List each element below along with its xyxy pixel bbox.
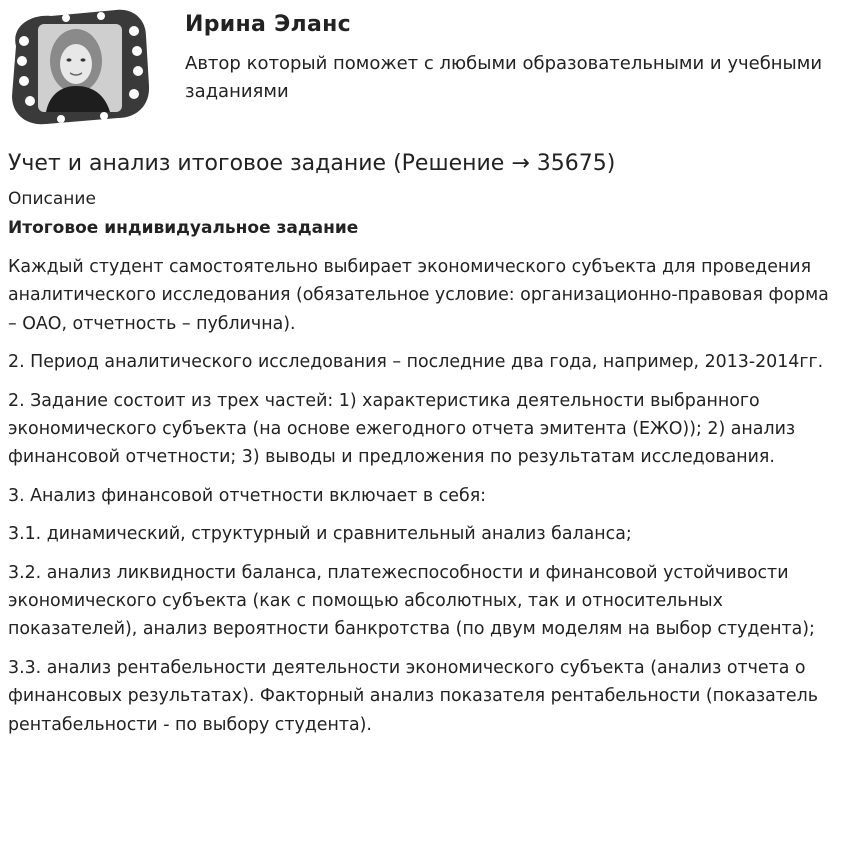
paragraph-period: 2. Период аналитического исследования – последние два года, например, 2013-2014гг. xyxy=(8,352,824,373)
paragraph-analysis-includes: 3. Анализ финансовой отчетности включает в себя: xyxy=(8,485,487,506)
author-name[interactable]: Ирина Эланс xyxy=(185,12,351,37)
paragraph-3-3: 3.3. анализ рентабельности деятельности экономического субъекта (анализ отчета о финансовых результатах). Факторный анализ показателя рентабельности (показатель рентабельности - по выбору студента). xyxy=(8,657,818,735)
document-body xyxy=(8,148,840,739)
avatar-photo xyxy=(38,24,122,112)
task-heading: Итоговое индивидуальное задание xyxy=(8,218,359,238)
author-description: Автор который поможет с любыми образовательными и учебными заданиями xyxy=(185,53,823,102)
page-title: Учет и анализ итоговое задание (Решение → 35675) xyxy=(8,151,616,176)
paragraph-3-2: 3.2. анализ ликвидности баланса, платежеспособности и финансовой устойчивости экономического субъекта (как с помощью абсолютных, так и относительных показателей), анализ вероятности банкротства (по двум моделям на выбор студента); xyxy=(8,562,815,640)
paragraph-intro: Каждый студент самостоятельно выбирает экономического субъекта для проведения аналитического исследования (обязательное условие: организационно-правовая форма – ОАО, отчетность – публична). xyxy=(8,257,829,334)
paragraph-task-parts: 2. Задание состоит из трех частей: 1) характеристика деятельности выбранного экономического субъекта (на основе ежегодного отчета эмитента (ЕЖО)); 2) анализ финансовой отчетности; 3) выводы и предложения по результатам исследования. xyxy=(8,390,796,468)
paragraph-3-1: 3.1. динамический, структурный и сравнительный анализ баланса; xyxy=(8,524,632,545)
section-label-description: Описание xyxy=(8,189,96,209)
author-card xyxy=(0,0,847,135)
author-avatar[interactable] xyxy=(6,6,152,128)
